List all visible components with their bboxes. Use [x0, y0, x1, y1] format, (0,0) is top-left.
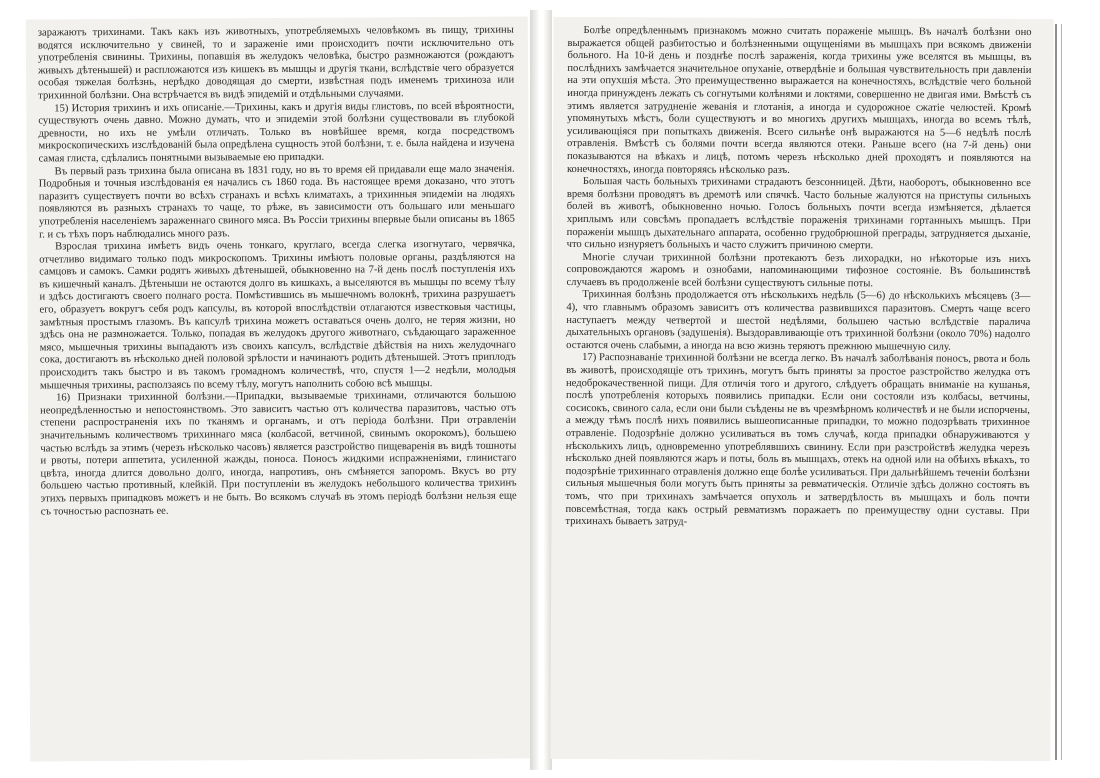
left-paragraph: Въ первый разъ трихина была описана въ 1831 году, но въ то время ей придавали еще мало значенія. Подробныя и точныя изслѣдованія ея начались съ 1860 года. Въ настоящее время доказано, что этотъ паразитъ существуетъ почти во всѣхъ странахъ и всѣхъ климатахъ, а трихинныя эпидеміи на людяхъ появляются въ разныхъ странахъ то чаще, то рѣже, въ зависимости отъ большаго или меньшаго употребленія населеніемъ зараженнаго свиного мяса. Въ Россіи трихины впервые были описаны въ 1865 г. и съ тѣхъ поръ наблюдались много разъ. — [38, 163, 515, 240]
right-paragraph: Многіе случаи трихинной болѣзни протекаютъ безъ лихорадки, но нѣкоторые изъ нихъ сопровождаются жаромъ и ознобами, напоминающими тифозное состояніе. Въ большинствѣ случаевъ въ продолженіе всей болѣзни существуютъ сильные поты. — [566, 251, 1031, 290]
page-edge-line — [1061, 24, 1062, 760]
left-paragraph: Взрослая трихина имѣетъ видъ очень тонкаго, круглаго, всегда слегка изогнутаго, червячка, отчетливо видимаго только подъ микроскопомъ. Трихины имѣютъ половые органы, раздѣляются на самцовъ и самокъ. Самки родятъ живыхъ дѣтенышей, обыкновенно на 7-й день послѣ поступленія ихъ въ кишечный каналъ. Дѣтеныши не остаются долго въ кишкахъ, а выселяются въ мышцы по всему тѣлу и здѣсь достигаютъ своего полнаго роста. Помѣстившись въ мышечномъ волокнѣ, трихина разрушаетъ его, образуетъ вокругъ себя родъ капсулы, въ которой впослѣдствіи отлагаются известковыя частицы, замѣтныя простымъ глазомъ. Въ капсулѣ трихина можетъ оставаться очень долго, не теряя жизни, но здѣсь она не размножается. Только, попадая въ желудокъ другого животнаго, съѣдающаго зараженное мясо, мышечныя трихины выпадаютъ изъ своихъ капсулъ, вслѣдствіе дѣйствія на нихъ желудочнаго сока, достигаютъ въ нѣсколько дней половой зрѣлости и начинаютъ родить дѣтенышей. Этотъ приплодъ происходитъ такъ быстро и въ такомъ громадномъ количествѣ, что, спустя 1—2 недѣли, молодыя мышечныя трихины, расползаясь по всему тѣлу, могутъ наполнить собою всѣ мышцы. — [39, 238, 516, 392]
right-paragraph: Трихинная болѣзнь продолжается отъ нѣсколькихъ недѣль (5—6) до нѣсколькихъ мѣсяцевъ (3—4), что главнымъ образомъ зависитъ отъ количества развившихся паразитовъ. Смерть чаще всего наступаетъ между четвертой и шестой недѣлями, большею частью вслѣдствіе паралича дыхательныхъ органовъ (задушенія). Выздоравливающіе отъ трихинной болѣзни (около 70%) надолго остаются очень слабыми, а иногда на всю жизнь теряютъ прежнюю мышечную силу. — [566, 289, 1031, 353]
right-paragraph: Большая часть больныхъ трихинами страдаютъ безсонницей. Дѣти, наоборотъ, обыкновенно все время болѣзни проводятъ въ дремотѣ или спячкѣ. Часто больные жалуются на приступы сильныхъ болей въ животѣ, обыкновенно ночью. Голосъ больныхъ почти всегда измѣняется, дѣлается хриплымъ или совсѣмъ пропадаетъ вслѣдствіе пораженія трихинами гортанныхъ мышцъ. При пораженіи мышцъ дыхательнаго аппарата, особенно грудобрюшной преграды, затрудняется дыханіе, что сильно изнуряетъ больныхъ и часто служитъ причиною смерти. — [566, 176, 1031, 252]
page-edge-line — [1055, 24, 1057, 760]
left-paragraph: 15) История трихинъ и ихъ описаніе.—Трихины, какъ и другія виды глистовъ, по всей вѣроятности, существуютъ очень давно. Можно думать, что и эпидеміи этой болѣзни существовали въ глубокой древности, но ихъ не умѣли отличать. Только въ новѣйшее время, когда посредствомъ микроскопическихъ изслѣдованій была опредѣлена сущность этой болѣзни, т. е. была найдена и изучена самая глиста, сдѣлались понятными вызываемые ею припадки. — [38, 100, 515, 165]
right-paragraph: Болѣе опредѣленнымъ признакомъ можно считать пораженіе мышцъ. Въ началѣ болѣзни оно выражается общей разбитостью и болѣзненными ощущеніями въ мышцахъ при всякомъ движеніи больного. На 10-й день и позднѣе послѣ зараженія, когда трихины уже вселятся въ мышцы, въ послѣднихъ замѣчается значительное опуханіе, отвердѣніе и большая чувствительность при давленіи на эти опухшія мѣста. Это преимущественно выражается на конечностяхъ, вслѣдствіе чего больной иногда принужденъ лежать съ согнутыми колѣнями и локтями, совершенно не двигая ими. Вмѣстѣ съ этимъ является затрудненіе жеванія и глотанія, а иногда и судорожное сжатіе челюстей. Кромѣ упомянутыхъ мѣстъ, боли существуютъ и во многихъ другихъ мышцахъ, иногда во всемъ тѣлѣ, усиливающіяся при попыткахъ движенія. Всего сильнѣе онѣ выражаются на 5—6 недѣлѣ послѣ отравленія. Вмѣстѣ съ болями почти всегда являются отеки. Раньше всего (на 7-й день) они показываются на вѣкахъ и лицѣ, потомъ черезъ нѣсколько дней проходятъ и появляются на конечностяхъ, иногда повторяясь нѣсколько разъ. — [566, 25, 1032, 176]
right-paragraph: 17) Распознаваніе трихинной болѣзни не всегда легко. Въ началѣ заболѣванія поносъ, рвота и боль въ животѣ, происходящіе отъ трихинъ, могутъ быть приняты за простое разстройство желудка отъ недоброкачественной пищи. Для отличія того и другого, слѣдуетъ обращать вниманіе на кушанья, послѣ употребленія которыхъ появились припадки. Если они состояли изъ колбасы, ветчины, сосисокъ, свиного сала, если они были съѣдены не въ чрезмѣрномъ количествѣ и не были испорчены, а между тѣмъ послѣ нихъ появились вышеописанные припадки, то можно подозрѣвать трихинное отравленіе. Подозрѣніе должно усиливаться въ томъ случаѣ, когда припадки обнаруживаются у нѣсколькихъ лицъ, одновременно употреблявшихъ свинину. Если при разстройствѣ желудка черезъ нѣсколько дней появляются жаръ и поты, боль въ мышцахъ, отекъ на одной или на обѣихъ вѣкахъ, то подозрѣніе трихиннаго отравленія должно еще болѣе усиливаться. При дальнѣйшемъ теченіи болѣзни сильныя мышечныя боли могутъ быть приняты за ревматическія. Отличіе здѣсь должно состоять въ томъ, что при трихинахъ замѣчается опухоль и затвердѣлость въ мышцахъ и боль почти повсемѣстная, тогда какъ острый ревматизмъ поражаетъ по преимуществу одни суставы. При трихинахъ бываетъ затруд- — [565, 352, 1031, 528]
left-page — [26, 16, 533, 761]
left-paragraph: заражаютъ трихинами. Такъ какъ изъ животныхъ, употребляемыхъ человѣкомъ въ пищу, трихины водятся исключительно у свиней, то и зараженіе ими происходитъ почти исключительно отъ употребленія свинины. Трихины, попавшія въ желудокъ человѣка, быстро размножаются (рождаютъ живыхъ дѣтенышей) и распложаются изъ кишекъ въ мышцы и другія ткани, вслѣдствіе чего образуется особая тяжелая болѣзнь, нерѣдко доводящая до смерти, извѣстная подъ именемъ трихиноза или трихинной болѣзни. Она встрѣчается въ видѣ эпидемій и отдѣльными случаями. — [37, 24, 515, 102]
book-gutter — [530, 10, 552, 770]
right-page — [550, 17, 1053, 761]
left-paragraph: 16) Признаки трихинной болѣзни.—Припадки, вызываемые трихинами, отличаются большою неопредѣленностью и непостоянствомъ. Это зависитъ частью отъ количества паразитовъ, частью отъ степени распространенія ихъ по тканямъ и органамъ, и отъ періода болѣзни. При отравленіи значительнымъ количествомъ трихиннаго мяса (колбасой, ветчиной, свинымъ окорокомъ), большею частью вслѣдъ за этимъ (черезъ нѣсколько часовъ) является разстройство пищеваренія въ видѣ тошноты и рвоты, потери аппетита, усиленной жажды, поноса. Поносъ жидкими испражненіями, глинистаго цвѣта, иногда длится довольно долго, иногда, напротивъ, онъ смѣняется запоромъ. Вкусъ во рту большею частью противный, клейкій. При поступленіи въ желудокъ небольшого количества трихинъ этихъ первыхъ припадковъ можетъ и не быть. Во всякомъ случаѣ въ этомъ періодѣ болѣзни нельзя еще съ точностью распознать ее. — [40, 389, 517, 518]
